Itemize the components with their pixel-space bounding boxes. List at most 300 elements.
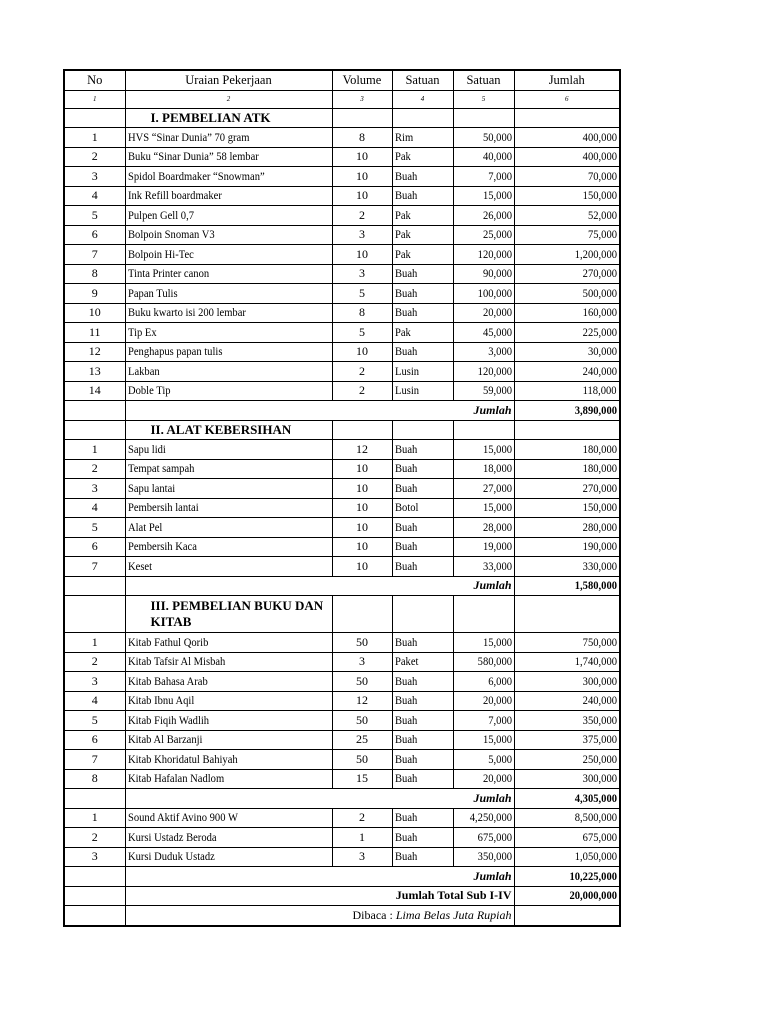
table-row — [64, 284, 620, 304]
table-row — [64, 381, 620, 401]
item-volume: 12 — [332, 691, 392, 711]
item-amount — [514, 342, 620, 362]
item-unit-text: Buah — [394, 305, 417, 320]
item-unit-text: Buah — [394, 188, 417, 203]
item-description — [125, 225, 332, 245]
table-row — [64, 518, 620, 538]
empty-cell — [64, 886, 125, 906]
item-description-text: Ink Refill boardmaker — [127, 188, 222, 203]
section-no-cell — [64, 420, 125, 440]
item-description-text: Kitab Khoridatul Bahiyah — [127, 751, 238, 766]
item-unit — [392, 498, 453, 518]
item-no: 2 — [64, 147, 125, 167]
item-description-text: Tip Ex — [127, 324, 157, 339]
item-unit-price — [453, 828, 514, 848]
subtotal-row — [64, 789, 620, 809]
item-description — [125, 711, 332, 731]
item-unit-price — [453, 128, 514, 148]
empty-cell — [332, 596, 392, 633]
item-description-text: Kitab Al Barzanji — [127, 732, 202, 747]
item-unit-price-text: 28,000 — [482, 519, 512, 534]
item-unit — [392, 537, 453, 557]
item-unit-price-text: 15,000 — [482, 634, 512, 649]
amount-in-words — [125, 906, 514, 926]
item-description-text: HVS “Sinar Dunia” 70 gram — [127, 129, 249, 144]
item-unit-price-text: 100,000 — [477, 285, 512, 300]
item-amount-text: 70,000 — [587, 168, 617, 183]
section-header-row — [64, 596, 620, 633]
empty-cell — [392, 420, 453, 440]
item-unit — [392, 459, 453, 479]
empty-cell — [514, 108, 620, 128]
item-unit-price — [453, 691, 514, 711]
item-volume: 3 — [332, 652, 392, 672]
item-unit-text: Buah — [394, 266, 417, 281]
item-no: 2 — [64, 652, 125, 672]
item-unit-price-text: 7,000 — [487, 712, 512, 727]
item-unit-price-text: 33,000 — [482, 558, 512, 573]
subtotal-label: Jumlah — [125, 789, 514, 809]
item-no: 4 — [64, 498, 125, 518]
item-no: 4 — [64, 691, 125, 711]
table-row — [64, 245, 620, 265]
item-unit-price — [453, 440, 514, 460]
item-volume: 8 — [332, 128, 392, 148]
item-description — [125, 691, 332, 711]
item-description — [125, 440, 332, 460]
item-no: 3 — [64, 479, 125, 499]
item-description — [125, 245, 332, 265]
item-description-text: Doble Tip — [127, 383, 171, 398]
item-unit — [392, 147, 453, 167]
item-amount-text: 150,000 — [582, 188, 617, 203]
item-description-text: Spidol Boardmaker “Snowman” — [127, 168, 265, 183]
item-unit — [392, 808, 453, 828]
item-unit — [392, 245, 453, 265]
item-amount-text: 180,000 — [582, 441, 617, 456]
item-no: 2 — [64, 828, 125, 848]
item-description — [125, 459, 332, 479]
item-unit-price-text: 15,000 — [482, 732, 512, 747]
item-no: 8 — [64, 264, 125, 284]
empty-cell — [392, 596, 453, 633]
empty-cell — [64, 867, 125, 887]
item-description — [125, 206, 332, 226]
table-row — [64, 206, 620, 226]
item-amount — [514, 750, 620, 770]
item-volume: 2 — [332, 362, 392, 382]
item-amount-text: 225,000 — [582, 324, 617, 339]
item-amount — [514, 537, 620, 557]
item-no: 3 — [64, 847, 125, 867]
item-amount-text: 375,000 — [582, 732, 617, 747]
item-unit — [392, 186, 453, 206]
item-no: 10 — [64, 303, 125, 323]
item-description — [125, 284, 332, 304]
amount-in-words-text: Lima Belas Juta Rupiah — [395, 907, 512, 922]
subtotal-label: Jumlah — [125, 401, 514, 421]
header-volume: Volume — [332, 70, 392, 90]
table-row — [64, 633, 620, 653]
item-volume: 50 — [332, 672, 392, 692]
header-satuan-harga: Satuan — [453, 70, 514, 90]
item-no: 6 — [64, 537, 125, 557]
item-unit-price-text: 675,000 — [477, 829, 512, 844]
item-unit-price — [453, 750, 514, 770]
item-description — [125, 342, 332, 362]
item-description-text: Tinta Printer canon — [127, 266, 209, 281]
item-volume: 10 — [332, 557, 392, 577]
item-description — [125, 381, 332, 401]
item-unit-text: Buah — [394, 634, 417, 649]
item-description — [125, 633, 332, 653]
item-no: 4 — [64, 186, 125, 206]
item-unit-price — [453, 186, 514, 206]
item-unit-price-text: 7,000 — [487, 168, 512, 183]
table-row — [64, 479, 620, 499]
item-unit-text: Buah — [394, 519, 417, 534]
table-row — [64, 498, 620, 518]
item-amount — [514, 691, 620, 711]
table-row — [64, 147, 620, 167]
item-unit-price-text: 15,000 — [482, 188, 512, 203]
grand-total-amount — [514, 886, 620, 906]
item-amount-text: 240,000 — [582, 693, 617, 708]
item-unit — [392, 828, 453, 848]
item-unit-text: Lusin — [394, 363, 419, 378]
item-volume: 2 — [332, 381, 392, 401]
item-amount-text: 52,000 — [587, 207, 617, 222]
item-volume: 10 — [332, 147, 392, 167]
item-unit-price-text: 120,000 — [477, 363, 512, 378]
grand-total-row — [64, 886, 620, 906]
item-no: 12 — [64, 342, 125, 362]
column-number: 3 — [332, 90, 392, 108]
empty-cell — [514, 906, 620, 926]
item-unit-price-text: 25,000 — [482, 227, 512, 242]
item-no: 6 — [64, 730, 125, 750]
item-description — [125, 147, 332, 167]
empty-cell — [453, 596, 514, 633]
column-number: 4 — [392, 90, 453, 108]
item-amount-text: 240,000 — [582, 363, 617, 378]
column-number-row — [64, 90, 620, 108]
item-description-text: Kitab Bahasa Arab — [127, 673, 208, 688]
item-no: 1 — [64, 633, 125, 653]
item-unit-price — [453, 730, 514, 750]
item-unit-text: Buah — [394, 344, 417, 359]
item-amount — [514, 652, 620, 672]
item-amount — [514, 847, 620, 867]
item-unit-price — [453, 479, 514, 499]
item-amount-text: 1,050,000 — [574, 849, 617, 864]
subtotal-amount — [514, 867, 620, 887]
item-unit-price-text: 6,000 — [487, 673, 512, 688]
item-amount-text: 190,000 — [582, 539, 617, 554]
item-no: 6 — [64, 225, 125, 245]
item-volume: 10 — [332, 537, 392, 557]
item-amount-text: 180,000 — [582, 461, 617, 476]
item-description-text: Penghapus papan tulis — [127, 344, 222, 359]
item-unit — [392, 769, 453, 789]
item-description — [125, 186, 332, 206]
item-unit-price — [453, 245, 514, 265]
subtotal-label: Jumlah — [125, 576, 514, 596]
item-volume: 50 — [332, 633, 392, 653]
item-amount — [514, 206, 620, 226]
item-amount — [514, 672, 620, 692]
item-unit — [392, 479, 453, 499]
table-row — [64, 342, 620, 362]
item-volume: 3 — [332, 264, 392, 284]
grand-total-label: Jumlah Total Sub I-IV — [125, 886, 514, 906]
item-unit — [392, 284, 453, 304]
section-title: II. ALAT KEBERSIHAN — [125, 420, 332, 440]
item-unit-price — [453, 206, 514, 226]
item-description-text: Keset — [127, 558, 152, 573]
item-description-text: Sapu lantai — [127, 480, 175, 495]
table-row — [64, 362, 620, 382]
item-unit-text: Buah — [394, 712, 417, 727]
item-unit-price-text: 350,000 — [477, 849, 512, 864]
column-number: 5 — [453, 90, 514, 108]
header-row — [64, 70, 620, 90]
section-header-row — [64, 420, 620, 440]
item-description-text: Lakban — [127, 363, 160, 378]
item-amount-text: 280,000 — [582, 519, 617, 534]
column-number: 2 — [125, 90, 332, 108]
item-amount-text: 1,740,000 — [574, 654, 617, 669]
item-amount-text: 300,000 — [582, 771, 617, 786]
item-unit-price — [453, 847, 514, 867]
item-amount — [514, 459, 620, 479]
table-row — [64, 711, 620, 731]
table-row — [64, 459, 620, 479]
item-description-text: Kursi Duduk Ustadz — [127, 849, 215, 864]
table-row — [64, 672, 620, 692]
item-no: 2 — [64, 459, 125, 479]
item-unit — [392, 206, 453, 226]
table-row — [64, 225, 620, 245]
item-no: 14 — [64, 381, 125, 401]
empty-cell — [514, 420, 620, 440]
item-unit-text: Buah — [394, 849, 417, 864]
item-description — [125, 362, 332, 382]
item-unit — [392, 847, 453, 867]
item-unit — [392, 381, 453, 401]
item-amount-text: 270,000 — [582, 266, 617, 281]
table-row — [64, 323, 620, 343]
table-row — [64, 303, 620, 323]
item-unit-text: Botol — [394, 500, 418, 515]
item-unit-price — [453, 362, 514, 382]
item-description-text: Papan Tulis — [127, 285, 178, 300]
item-unit — [392, 303, 453, 323]
item-description — [125, 750, 332, 770]
item-amount — [514, 479, 620, 499]
item-unit — [392, 652, 453, 672]
item-description-text: Pembersih Kaca — [127, 539, 197, 554]
item-unit-price-text: 5,000 — [487, 751, 512, 766]
item-amount — [514, 245, 620, 265]
item-description-text: Bolpoin Snoman V3 — [127, 227, 215, 242]
table-row — [64, 828, 620, 848]
item-unit — [392, 730, 453, 750]
subtotal-amount — [514, 401, 620, 421]
item-unit — [392, 225, 453, 245]
item-amount-text: 8,500,000 — [574, 810, 617, 825]
item-amount-text: 300,000 — [582, 673, 617, 688]
item-description — [125, 128, 332, 148]
item-volume: 10 — [332, 245, 392, 265]
item-no: 5 — [64, 206, 125, 226]
item-unit-price-text: 90,000 — [482, 266, 512, 281]
item-description-text: Tempat sampah — [127, 461, 194, 476]
item-amount — [514, 518, 620, 538]
item-no: 9 — [64, 284, 125, 304]
item-volume: 10 — [332, 167, 392, 187]
item-unit-text: Pak — [394, 246, 411, 261]
item-no: 7 — [64, 245, 125, 265]
item-no: 3 — [64, 167, 125, 187]
item-unit-text: Buah — [394, 673, 417, 688]
item-amount-text: 400,000 — [582, 149, 617, 164]
item-volume: 10 — [332, 186, 392, 206]
item-amount-text: 500,000 — [582, 285, 617, 300]
item-volume: 3 — [332, 847, 392, 867]
item-amount-text: 75,000 — [587, 227, 617, 242]
item-unit-price — [453, 225, 514, 245]
subtotal-amount-text: 1,580,000 — [574, 578, 617, 593]
table-row — [64, 167, 620, 187]
empty-cell — [332, 108, 392, 128]
section-no-cell — [64, 108, 125, 128]
item-unit-price-text: 580,000 — [477, 654, 512, 669]
item-amount — [514, 323, 620, 343]
item-unit-text: Buah — [394, 693, 417, 708]
item-description-text: Pembersih lantai — [127, 500, 199, 515]
item-unit-text: Buah — [394, 461, 417, 476]
item-unit — [392, 557, 453, 577]
subtotal-amount-text: 4,305,000 — [574, 790, 617, 805]
empty-cell — [453, 420, 514, 440]
item-description-text: Kitab Ibnu Aqil — [127, 693, 194, 708]
budget-table — [63, 69, 621, 927]
column-number: 6 — [514, 90, 620, 108]
item-volume: 5 — [332, 323, 392, 343]
subtotal-label: Jumlah — [125, 867, 514, 887]
item-unit-price-text: 59,000 — [482, 383, 512, 398]
item-amount — [514, 284, 620, 304]
item-description-text: Pulpen Gell 0,7 — [127, 207, 194, 222]
column-number: 1 — [64, 90, 125, 108]
item-unit-text: Paket — [394, 654, 418, 669]
table-row — [64, 537, 620, 557]
table-row — [64, 691, 620, 711]
item-volume: 50 — [332, 711, 392, 731]
item-amount-text: 675,000 — [582, 829, 617, 844]
item-volume: 12 — [332, 440, 392, 460]
item-unit-price-text: 45,000 — [482, 324, 512, 339]
item-unit-text: Buah — [394, 810, 417, 825]
item-description — [125, 303, 332, 323]
item-unit-text: Pak — [394, 149, 411, 164]
item-amount — [514, 225, 620, 245]
item-amount-text: 350,000 — [582, 712, 617, 727]
item-unit — [392, 518, 453, 538]
item-description — [125, 537, 332, 557]
item-unit-price-text: 20,000 — [482, 693, 512, 708]
item-no: 3 — [64, 672, 125, 692]
item-amount — [514, 498, 620, 518]
item-description-text: Sapu lidi — [127, 441, 166, 456]
header-jumlah: Jumlah — [514, 70, 620, 90]
item-volume: 10 — [332, 459, 392, 479]
item-amount — [514, 264, 620, 284]
item-description-text: Kursi Ustadz Beroda — [127, 829, 217, 844]
item-volume: 2 — [332, 206, 392, 226]
item-volume: 10 — [332, 479, 392, 499]
section-title: I. PEMBELIAN ATK — [125, 108, 332, 128]
item-unit-price — [453, 381, 514, 401]
item-description — [125, 518, 332, 538]
header-uraian: Uraian Pekerjaan — [125, 70, 332, 90]
item-description-text: Kitab Hafalan Nadlom — [127, 771, 224, 786]
item-description — [125, 672, 332, 692]
item-unit-price — [453, 459, 514, 479]
table-row — [64, 730, 620, 750]
subtotal-row — [64, 401, 620, 421]
item-unit-price — [453, 672, 514, 692]
item-unit-price — [453, 633, 514, 653]
item-unit-price-text: 15,000 — [482, 500, 512, 515]
subtotal-amount-text: 3,890,000 — [574, 402, 617, 417]
section-no-cell — [64, 596, 125, 633]
item-unit — [392, 264, 453, 284]
item-description-text: Alat Pel — [127, 519, 162, 534]
empty-cell — [514, 596, 620, 633]
item-amount-text: 160,000 — [582, 305, 617, 320]
item-amount-text: 150,000 — [582, 500, 617, 515]
item-unit — [392, 691, 453, 711]
item-unit-price — [453, 498, 514, 518]
item-description — [125, 828, 332, 848]
item-description — [125, 167, 332, 187]
subtotal-row — [64, 867, 620, 887]
item-unit-price — [453, 147, 514, 167]
item-unit-price-text: 26,000 — [482, 207, 512, 222]
item-unit-price-text: 27,000 — [482, 480, 512, 495]
item-description — [125, 847, 332, 867]
item-unit — [392, 362, 453, 382]
amount-in-words-prefix: Dibaca : — [352, 907, 396, 922]
item-unit-price-text: 3,000 — [487, 344, 512, 359]
item-description — [125, 479, 332, 499]
item-amount — [514, 557, 620, 577]
empty-cell — [453, 108, 514, 128]
item-amount — [514, 633, 620, 653]
item-unit-price — [453, 711, 514, 731]
item-no: 1 — [64, 128, 125, 148]
amount-in-words-row — [64, 906, 620, 926]
item-unit-price — [453, 264, 514, 284]
empty-cell — [332, 420, 392, 440]
item-amount — [514, 303, 620, 323]
item-amount-text: 750,000 — [582, 634, 617, 649]
item-amount — [514, 147, 620, 167]
item-amount-text: 400,000 — [582, 129, 617, 144]
item-amount — [514, 186, 620, 206]
